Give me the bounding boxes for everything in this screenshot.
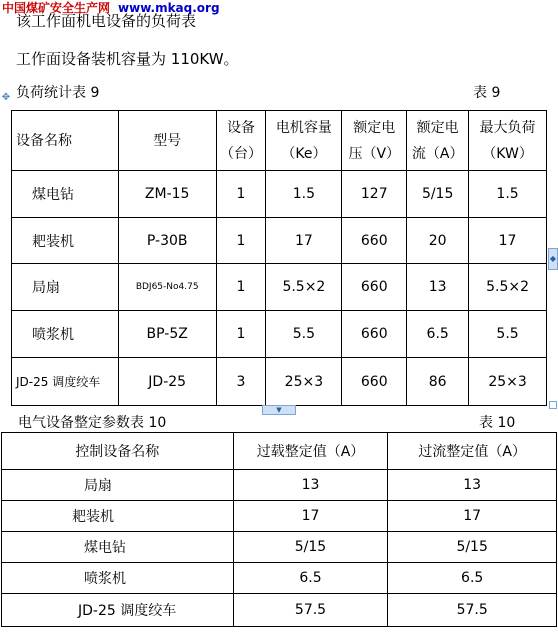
table9-header-cell: 额定电 流（A）: [407, 111, 469, 171]
table-cell: 17: [388, 501, 557, 532]
table-cell: 煤电钻: [12, 171, 119, 218]
load-statistics-table: [11, 110, 547, 406]
table-cell: 5/15: [233, 532, 388, 563]
table-cell: 耙装机: [12, 218, 119, 264]
table9-header-cell: 电机容量 （Ke）: [266, 111, 342, 171]
table-cell: 20: [407, 218, 469, 264]
table-cell: 6.5: [407, 311, 469, 358]
table-row: [2, 563, 557, 594]
table-row: [2, 532, 557, 563]
table-cell: 13: [233, 470, 388, 501]
table-cell: 5.5: [266, 311, 342, 358]
table-cell: 1: [216, 171, 266, 218]
table9-header-row: [12, 111, 547, 171]
table-cell: 1.5: [266, 171, 342, 218]
table10-header-row: [2, 433, 557, 470]
table-row: [12, 264, 547, 311]
table-cell: JD-25 调度绞车: [12, 358, 119, 406]
move-cross-icon[interactable]: ✥: [1, 92, 11, 103]
table9-header-cell: 最大负荷 （KW）: [469, 111, 547, 171]
table9-header-cell: 设备名称: [12, 111, 119, 171]
table-cell: JD-25: [118, 358, 216, 406]
resize-handle-icon[interactable]: ▼: [262, 405, 296, 415]
table-row: [12, 311, 547, 358]
table-cell: 耙装机: [2, 501, 234, 532]
resize-handle-icon[interactable]: ◆: [548, 248, 558, 270]
table-cell: 6.5: [233, 563, 388, 594]
table-cell: 17: [233, 501, 388, 532]
section-heading: 该工作面机电设备的负荷表: [16, 12, 197, 30]
table-cell: 煤电钻: [2, 532, 234, 563]
table-cell: 127: [342, 171, 407, 218]
table-resize-corner-icon[interactable]: [549, 401, 557, 409]
table-cell: 5.5×2: [469, 264, 547, 311]
table-cell: 局扇: [12, 264, 119, 311]
electrical-settings-table: [1, 432, 557, 627]
table9-caption: 负荷统计表 9: [16, 85, 100, 101]
table-cell: BDJ65-No4.75: [118, 264, 216, 311]
table9-header-cell: 设备 （台）: [216, 111, 266, 171]
table-cell: 660: [342, 311, 407, 358]
table-cell: 660: [342, 264, 407, 311]
table10-header-cell: 控制设备名称: [2, 433, 234, 470]
table-cell: 17: [266, 218, 342, 264]
table-row: [2, 470, 557, 501]
table-cell: 1: [216, 218, 266, 264]
table-cell: 1.5: [469, 171, 547, 218]
table-cell: 6.5: [388, 563, 557, 594]
table-cell: JD-25 调度绞车: [2, 594, 234, 627]
table-cell: 660: [342, 358, 407, 406]
table10-caption: 电气设备整定参数表 10: [18, 415, 167, 431]
table-row: [12, 358, 547, 406]
capacity-statement: 工作面设备装机容量为 110KW。: [16, 50, 239, 68]
table-cell: 1: [216, 264, 266, 311]
table-cell: 5/15: [388, 532, 557, 563]
table10-header-cell: 过流整定值（A）: [388, 433, 557, 470]
table-cell: 25×3: [266, 358, 342, 406]
table-cell: 喷浆机: [2, 563, 234, 594]
table-row: [12, 171, 547, 218]
table-cell: P-30B: [118, 218, 216, 264]
table-cell: BP-5Z: [118, 311, 216, 358]
table-cell: 喷浆机: [12, 311, 119, 358]
table-cell: ZM-15: [118, 171, 216, 218]
table-cell: 660: [342, 218, 407, 264]
table-cell: 57.5: [388, 594, 557, 627]
table-cell: 局扇: [2, 470, 234, 501]
table9-number: 表 9: [473, 85, 501, 101]
table-cell: 5.5×2: [266, 264, 342, 311]
table-cell: 17: [469, 218, 547, 264]
table-cell: 86: [407, 358, 469, 406]
table-cell: 13: [388, 470, 557, 501]
table10-header-cell: 过载整定值（A）: [233, 433, 388, 470]
table-cell: 5.5: [469, 311, 547, 358]
table-row: [12, 218, 547, 264]
watermark-url[interactable]: www.mkaq.org: [118, 1, 220, 15]
table9-header-cell: 型号: [118, 111, 216, 171]
table-cell: 5/15: [407, 171, 469, 218]
table-cell: 57.5: [233, 594, 388, 627]
table-row: [2, 594, 557, 627]
table-cell: 3: [216, 358, 266, 406]
table-row: [2, 501, 557, 532]
table9-header-cell: 额定电 压（V）: [342, 111, 407, 171]
table-cell: 25×3: [469, 358, 547, 406]
table10-number: 表 10: [479, 415, 516, 431]
watermark-site-name: 中国煤矿安全生产网: [2, 1, 111, 15]
table-cell: 1: [216, 311, 266, 358]
table-cell: 13: [407, 264, 469, 311]
